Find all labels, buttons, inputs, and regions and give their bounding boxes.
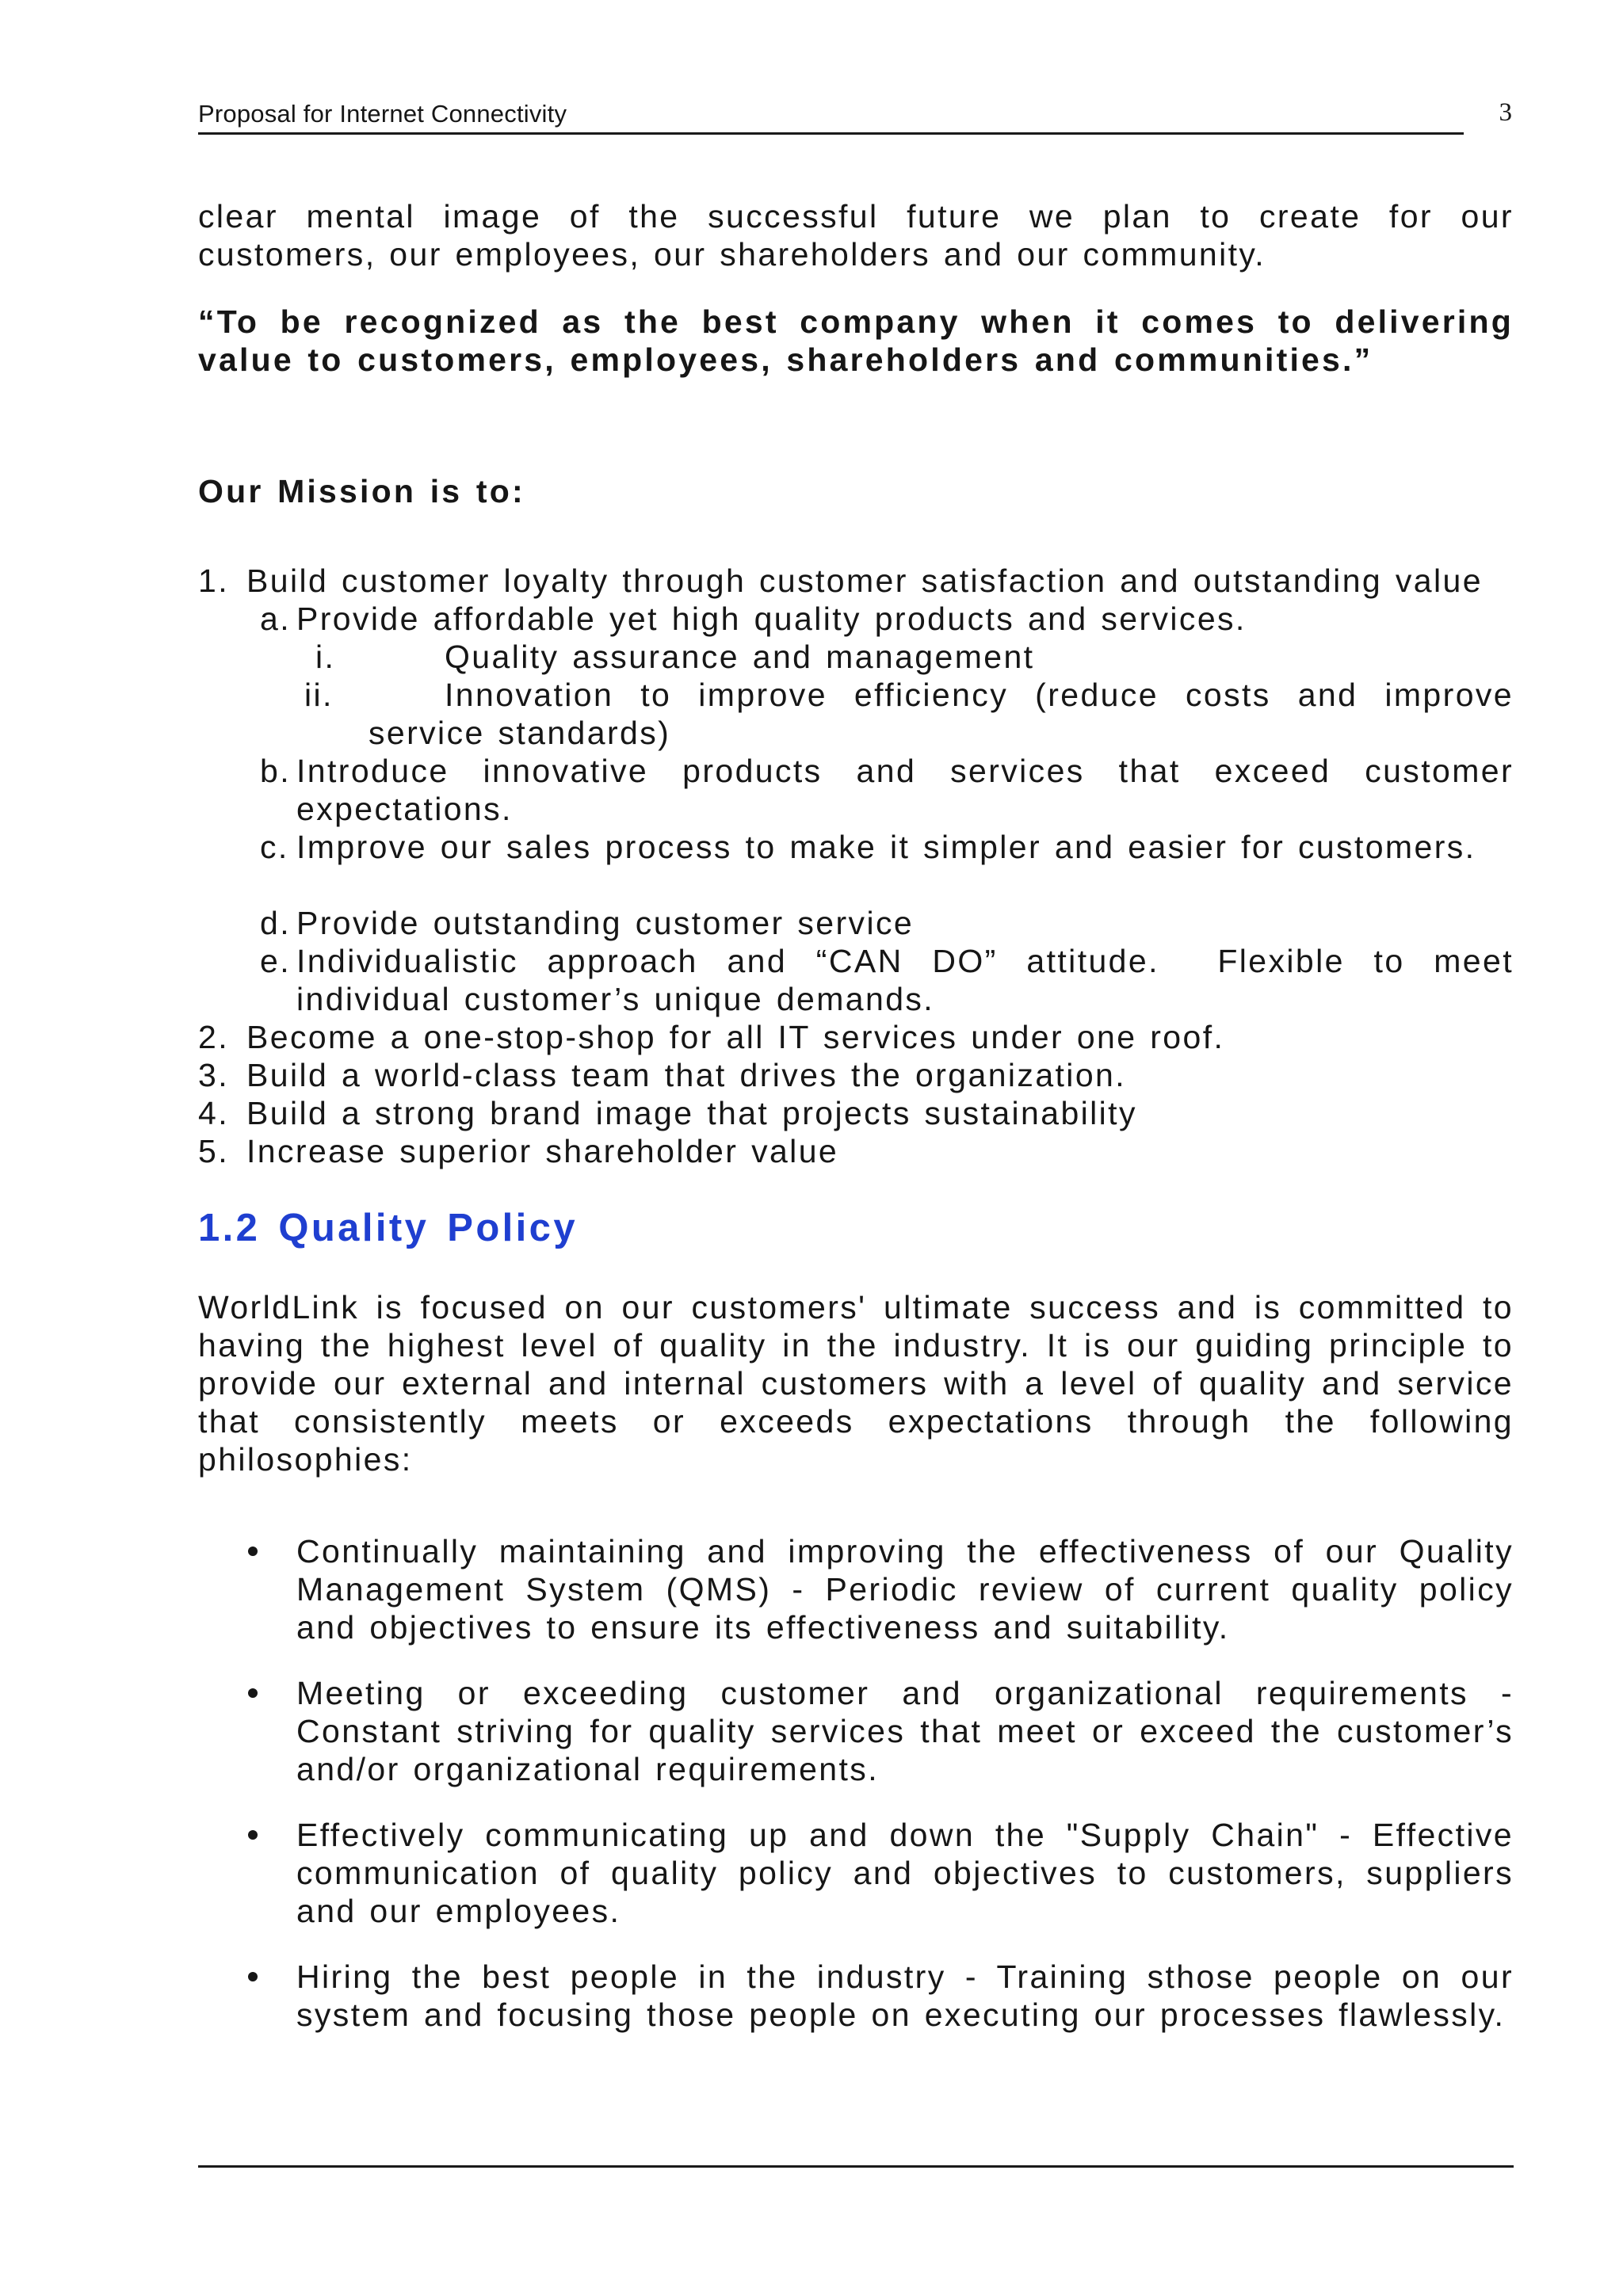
list-marker: 4. xyxy=(198,1095,229,1131)
bullet-text: Meeting or exceeding customer and organizational requirements - Constant striving for quality services that meet or exceed the customer’s and/or organizational requirements. xyxy=(296,1675,1514,1787)
list-marker: i. xyxy=(315,639,336,675)
bullet-text: Continually maintaining and improving the effectiveness of our Quality Management System (QMS) - Periodic review of current quality policy and objectives to ensure its effectiveness and suitability. xyxy=(296,1533,1514,1646)
list-text: Build customer loyalty through customer satisfaction and outstanding value xyxy=(246,563,1483,599)
list-text: Provide outstanding customer service xyxy=(296,905,915,941)
list-marker: c. xyxy=(260,829,289,865)
vision-quote xyxy=(198,303,1514,379)
mission-heading: Our Mission is to: xyxy=(198,473,525,509)
header-title: Proposal for Internet Connectivity xyxy=(198,100,567,128)
list-marker: ii. xyxy=(304,677,334,713)
list-text: Provide affordable yet high quality products and services. xyxy=(296,601,1247,637)
bullet-text: Effectively communicating up and down the "Supply Chain" - Effective communication of quality policy and objectives to customers, suppliers and our employees. xyxy=(296,1817,1514,1929)
page-number: 3 xyxy=(1499,98,1512,127)
list-text: Become a one-stop-shop for all IT services under one roof. xyxy=(246,1019,1225,1055)
header-rule xyxy=(198,132,1464,135)
list-text: Build a world-class team that drives the organization. xyxy=(246,1057,1127,1093)
list-text: Introduce innovative products and services that exceed customer xyxy=(296,753,1514,789)
list-marker: b. xyxy=(260,753,291,789)
bullet-icon xyxy=(248,1688,258,1698)
list-text: Improve our sales process to make it simpler and easier for customers. xyxy=(296,829,1476,865)
list-text: Quality assurance and management xyxy=(445,639,1035,675)
list-text: Build a strong brand image that projects sustainability xyxy=(246,1095,1137,1131)
list-text: Innovation to improve efficiency (reduce costs and improve xyxy=(445,677,1514,713)
mission-item-1a-ii-continued: service standards) xyxy=(369,715,671,751)
list-marker: 1. xyxy=(198,563,229,599)
intro-line-2: customers, our employees, our shareholders and our community. xyxy=(198,236,1266,273)
bullet-icon xyxy=(248,1547,258,1556)
mission-item-1b-continued: expectations. xyxy=(296,791,513,827)
intro-line-1: clear mental image of the successful future we plan to create for our xyxy=(198,198,1514,235)
bullet-icon xyxy=(248,1830,258,1840)
mission-item-1e-continued: individual customer’s unique demands. xyxy=(296,981,935,1017)
list-text: Individualistic approach and “CAN DO” attitude. Flexible to meet xyxy=(296,943,1514,979)
list-marker: d. xyxy=(260,905,291,941)
list-marker: 5. xyxy=(198,1133,229,1169)
footer-rule xyxy=(198,2165,1514,2168)
bullet-text: Hiring the best people in the industry - Training sthose people on our system and focusing those people on executing our processes flawlessly. xyxy=(296,1958,1514,2033)
intro-paragraph xyxy=(198,197,1514,273)
vision-quote-line-1: “To be recognized as the best company when it comes to delivering xyxy=(198,303,1514,340)
list-marker: 2. xyxy=(198,1019,229,1055)
list-marker: a. xyxy=(260,601,291,637)
quality-policy-intro: WorldLink is focused on our customers' ultimate success and is committed to having the highest level of quality in the industry. It is our guiding principle to provide our external and internal customers with a level of quality and service that consistently meets or exceeds expectations through the following philosophies: xyxy=(198,1289,1514,1478)
list-marker: e. xyxy=(260,943,291,979)
bullet-icon xyxy=(248,1972,258,1981)
list-marker: 3. xyxy=(198,1057,229,1093)
list-text: Increase superior shareholder value xyxy=(246,1133,839,1169)
vision-quote-line-2: value to customers, employees, shareholders and communities.” xyxy=(198,341,1373,378)
section-title-quality-policy: 1.2 Quality Policy xyxy=(198,1207,578,1249)
